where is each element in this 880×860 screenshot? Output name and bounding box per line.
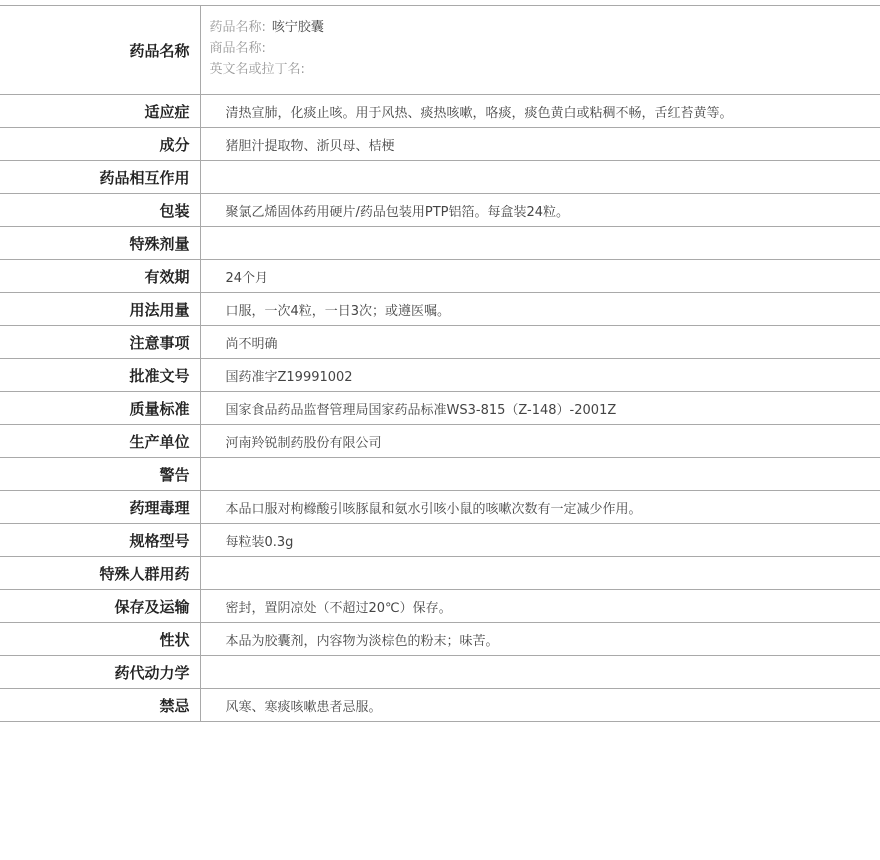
table-row (0, 161, 880, 194)
row-label: 禁忌 (0, 689, 200, 722)
row-label: 药品相互作用 (0, 161, 200, 194)
table-row (0, 425, 880, 458)
row-value: 风寒、寒痰咳嗽患者忌服。 (200, 689, 880, 722)
row-value (200, 458, 880, 491)
table-row (0, 359, 880, 392)
row-value (200, 656, 880, 689)
table-row (0, 656, 880, 689)
row-value (200, 161, 880, 194)
table-row (0, 194, 880, 227)
row-label: 警告 (0, 458, 200, 491)
table-row (0, 326, 880, 359)
table-row (0, 260, 880, 293)
table-row (0, 95, 880, 128)
row-value: 国家食品药品监督管理局国家药品标准WS3-815（Z-148）-2001Z (200, 392, 880, 425)
row-value: 清热宣肺，化痰止咳。用于风热、痰热咳嗽，咯痰，痰色黄白或粘稠不畅，舌红苔黄等。 (200, 95, 880, 128)
row-value: 本品口服对枸橼酸引咳豚鼠和氨水引咳小鼠的咳嗽次数有一定减少作用。 (200, 491, 880, 524)
row-value: 每粒装0.3g (200, 524, 880, 557)
row-label: 适应症 (0, 95, 200, 128)
row-value (200, 227, 880, 260)
table-row (0, 227, 880, 260)
table-row (0, 128, 880, 161)
trade-name-line (210, 38, 880, 59)
row-label: 规格型号 (0, 524, 200, 557)
row-value: 猪胆汁提取物、浙贝母、桔梗 (200, 128, 880, 161)
row-value: 聚氯乙烯固体药用硬片/药品包装用PTP铝箔。每盒装24粒。 (200, 194, 880, 227)
drug-name-cell (200, 6, 880, 95)
row-label: 注意事项 (0, 326, 200, 359)
row-label: 质量标准 (0, 392, 200, 425)
row-label: 特殊剂量 (0, 227, 200, 260)
row-label: 成分 (0, 128, 200, 161)
row-label: 性状 (0, 623, 200, 656)
row-label: 药品名称 (0, 6, 200, 95)
row-label: 药代动力学 (0, 656, 200, 689)
table-row (0, 590, 880, 623)
row-label: 用法用量 (0, 293, 200, 326)
row-label: 批准文号 (0, 359, 200, 392)
table-row (0, 392, 880, 425)
table-row (0, 524, 880, 557)
row-label: 保存及运输 (0, 590, 200, 623)
table-row-drug-name (0, 6, 880, 95)
row-label: 特殊人群用药 (0, 557, 200, 590)
row-value: 24个月 (200, 260, 880, 293)
drug-spec-table (0, 5, 880, 722)
row-label: 有效期 (0, 260, 200, 293)
row-value: 国药准字Z19991002 (200, 359, 880, 392)
table-row (0, 623, 880, 656)
english-name-key: 英文名或拉丁名: (209, 62, 305, 77)
row-label: 包装 (0, 194, 200, 227)
row-label: 药理毒理 (0, 491, 200, 524)
table-row (0, 293, 880, 326)
row-value: 密封，置阴凉处（不超过20℃）保存。 (200, 590, 880, 623)
drug-name-key: 药品名称: (209, 20, 266, 35)
drug-name-line (210, 17, 880, 38)
spec-table-body (0, 6, 880, 722)
row-value: 本品为胶囊剂，内容物为淡棕色的粉末；味苦。 (200, 623, 880, 656)
trade-name-key: 商品名称: (209, 41, 266, 56)
english-name-line (210, 59, 880, 80)
row-value: 河南羚锐制药股份有限公司 (200, 425, 880, 458)
row-value: 口服，一次4粒，一日3次；或遵医嘱。 (200, 293, 880, 326)
table-row (0, 458, 880, 491)
table-row (0, 689, 880, 722)
table-row (0, 491, 880, 524)
table-row (0, 557, 880, 590)
drug-name-value: 咳宁胶囊 (271, 20, 324, 35)
row-value: 尚不明确 (200, 326, 880, 359)
row-value (200, 557, 880, 590)
row-label: 生产单位 (0, 425, 200, 458)
